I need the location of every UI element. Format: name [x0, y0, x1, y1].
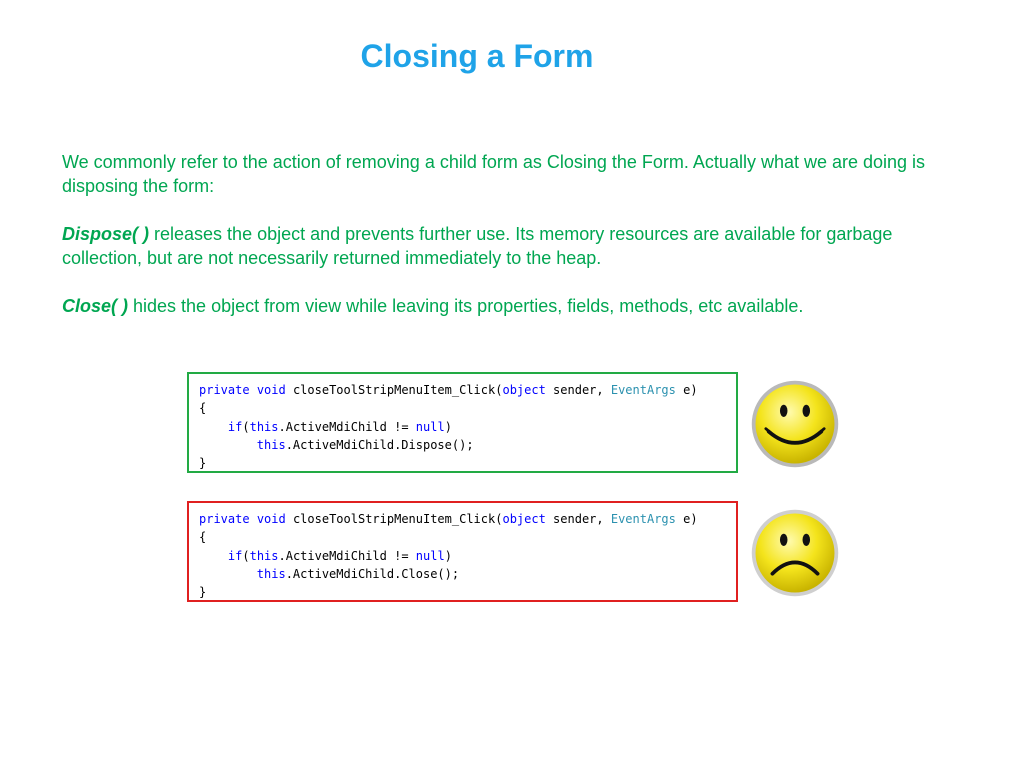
- code-keyword: private: [199, 512, 250, 526]
- code-indent: [199, 438, 257, 452]
- code-text: closeToolStripMenuItem_Click(: [285, 512, 503, 526]
- code-keyword: this: [249, 548, 279, 563]
- code-block-dispose: [187, 372, 738, 473]
- code-text: .ActiveMdiChild.Dispose();: [285, 437, 474, 452]
- code-text: closeToolStripMenuItem_Click(: [285, 383, 503, 397]
- code-line-if: [199, 418, 736, 436]
- code-keyword: this: [249, 419, 279, 434]
- code-type: EventArgs: [610, 512, 676, 526]
- code-keyword: object: [502, 383, 546, 397]
- code-text: .ActiveMdiChild !=: [278, 419, 416, 434]
- code-text: .ActiveMdiChild.Close();: [285, 566, 460, 581]
- code-keyword: void: [256, 383, 286, 397]
- code-type: EventArgs: [610, 383, 676, 397]
- smiley-sad-icon: [748, 506, 842, 600]
- code-text: e): [675, 383, 698, 397]
- code-text: .ActiveMdiChild !=: [278, 548, 416, 563]
- close-paragraph: [62, 294, 934, 318]
- code-line-close-brace: }: [199, 456, 207, 471]
- code-text: e): [675, 512, 698, 526]
- code-line-close-brace: }: [199, 585, 207, 600]
- code-keyword: void: [256, 512, 286, 526]
- dispose-paragraph: [62, 222, 934, 270]
- close-term: Close( ): [62, 296, 129, 316]
- code-line-open-brace: {: [199, 401, 207, 416]
- code-line-if: [199, 547, 736, 565]
- code-keyword: this: [256, 566, 286, 581]
- code-keyword: if: [227, 419, 243, 434]
- dispose-term: Dispose( ): [62, 224, 150, 244]
- code-line-call: [199, 436, 736, 454]
- code-text: sender,: [545, 383, 611, 397]
- code-indent: [199, 549, 228, 563]
- code-indent: [199, 420, 228, 434]
- code-line-open-brace: {: [199, 530, 207, 545]
- code-line-signature: [199, 510, 736, 528]
- code-line-call: [199, 565, 736, 583]
- code-keyword: if: [227, 548, 243, 563]
- close-description: hides the object from view while leaving its properties, fields, methods, etc available.: [128, 296, 804, 316]
- smiley-happy-icon: [748, 377, 842, 471]
- code-keyword: null: [415, 419, 445, 434]
- code-text: ): [444, 548, 452, 563]
- code-line-signature: [199, 381, 736, 399]
- slide-body: [62, 150, 934, 342]
- code-block-close: [187, 501, 738, 602]
- code-text: sender,: [545, 512, 611, 526]
- page-title: Closing a Form: [360, 38, 594, 74]
- code-keyword: private: [199, 383, 250, 397]
- code-keyword: null: [415, 548, 445, 563]
- code-text: ): [444, 419, 452, 434]
- code-text: (: [242, 548, 250, 563]
- code-indent: [199, 567, 257, 581]
- code-keyword: this: [256, 437, 286, 452]
- dispose-description: releases the object and prevents further use. Its memory resources are available for garbage collection, but are not necessarily returned immediately to the heap.: [62, 224, 893, 268]
- intro-paragraph: We commonly refer to the action of removing a child form as Closing the Form. Actually what we are doing is disposing the form:: [62, 152, 926, 196]
- code-text: (: [242, 419, 250, 434]
- code-keyword: object: [502, 512, 546, 526]
